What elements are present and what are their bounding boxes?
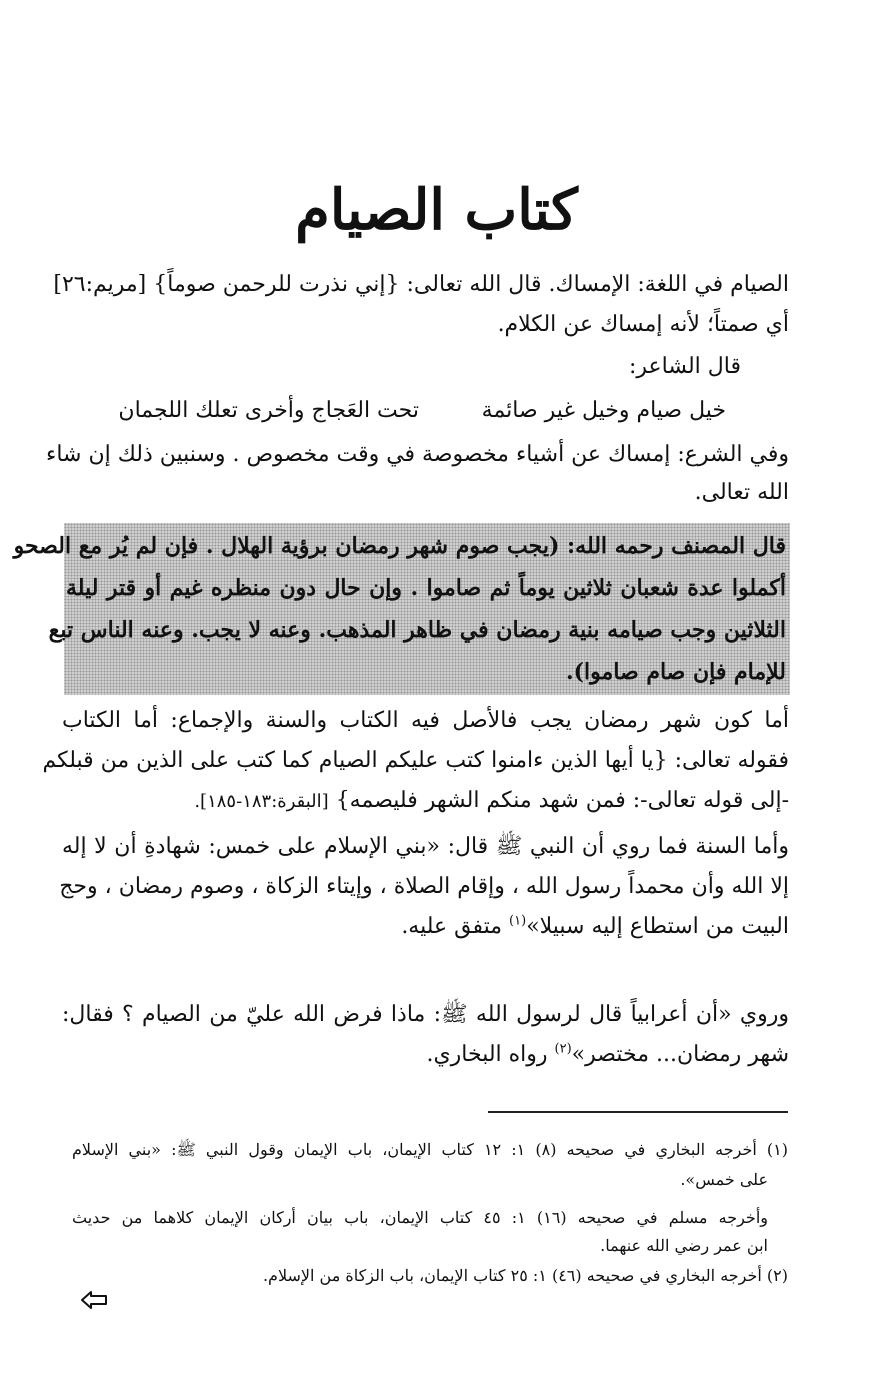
footnote-1-line-1: (١) أخرجه البخاري في صحيحه (٨) ١: ١٢ كتاب الإيمان، باب الإيمان وقول النبي ﷺ: «بني الإسلام (72, 1140, 789, 1159)
sharia-def-line-2: الله تعالى. (694, 480, 789, 505)
footnote-separator (488, 1111, 788, 1113)
footnote-ref-1: (١) (509, 913, 527, 929)
matn-line-4: للإمام فإن صام صاموا). (565, 659, 786, 685)
footnote-ref-2: (٢) (554, 1041, 572, 1057)
intro-line-2: أي صمتاً؛ لأنه إمساك عن الكلام. (497, 312, 789, 337)
footnote-1-line-4: ابن عمر رضي الله عنهما. (600, 1236, 768, 1255)
footnote-1-line-3: وأخرجه مسلم في صحيحه (١٦) ١: ٤٥ كتاب الإيمان، باب بيان أركان الإيمان كلاهما من حديث (72, 1208, 768, 1227)
matn-line-3: الثلاثين وجب صيامه بنية رمضان في ظاهر المذهب. وعنه لا يجب. وعنه الناس تبع (48, 617, 786, 643)
chapter-title: كتاب الصيام (295, 177, 578, 243)
poem-verse (62, 392, 789, 430)
sharia-def-line-1: وفي الشرع: إمساك عن أشياء مخصوصة في وقت مخصوص . وسنبين ذلك إن شاء (45, 442, 789, 467)
verse-first-hemistich: خيل صيام وخيل غير صائمة (481, 398, 726, 423)
bedouin-line-2 (62, 1036, 789, 1074)
bedouin-source: رواه البخاري. (426, 1042, 548, 1067)
sunnah-line-2: إلا الله وأن محمداً رسول الله ، وإقام الصلاة ، وإيتاء الزكاة ، وصوم رمضان ، وحج (59, 874, 789, 899)
matn-line-1: قال المصنف رحمه الله: (يجب صوم شهر رمضان برؤية الهلال . فإن لم يُر مع الصحو (13, 533, 786, 559)
matn-line-2: أكملوا عدة شعبان ثلاثين يوماً ثم صاموا . وإن حال دون منظره غيم أو قتر ليلة (66, 575, 786, 601)
sharh-line-3 (62, 782, 789, 821)
verse-second-hemistich: تحت العَجاج وأخرى تعلك اللجمان (118, 398, 419, 423)
sunnah-line-3 (62, 908, 789, 946)
footnote-1-line-2: على خمس». (680, 1170, 768, 1189)
arrow-left-icon[interactable] (80, 1290, 108, 1310)
poet-intro: قال الشاعر: (628, 354, 741, 379)
bedouin-hadith-end: شهر رمضان... مختصر» (571, 1042, 789, 1067)
sharh-line-2: فقوله تعالى: {يا أيها الذين ءامنوا كتب عليكم الصيام كما كتب على الذين من قبلكم (42, 748, 789, 773)
footnote-2: (٢) أخرجه البخاري في صحيحه (٤٦) ١: ٢٥ كتاب الإيمان، باب الزكاة من الإسلام. (262, 1266, 788, 1285)
verse-quote: -إلى قوله تعالى-: فمن شهد منكم الشهر فليصمه} (335, 788, 789, 813)
bedouin-line-1: وروي «أن أعرابياً قال لرسول الله ﷺ: ماذا فرض الله عليّ من الصيام ؟ فقال: (62, 1002, 789, 1027)
intro-line-1: الصيام في اللغة: الإمساك. قال الله تعالى: {إني نذرت للرحمن صوماً} [مريم:٢٦] (53, 272, 789, 297)
matn-highlight-box (13, 523, 790, 695)
sunnah-line-1: وأما السنة فما روي أن النبي ﷺ قال: «بني الإسلام على خمس: شهادةِ أن لا إله (62, 834, 789, 859)
sharh-line-1: أما كون شهر رمضان يجب فالأصل فيه الكتاب والسنة والإجماع: أما الكتاب (62, 708, 789, 733)
hadith-end: البيت من استطاع إليه سبيلا» (526, 914, 789, 939)
verse-reference: [البقرة:١٨٣-١٨٥]. (194, 791, 329, 812)
hadith-grading: متفق عليه. (401, 914, 503, 939)
